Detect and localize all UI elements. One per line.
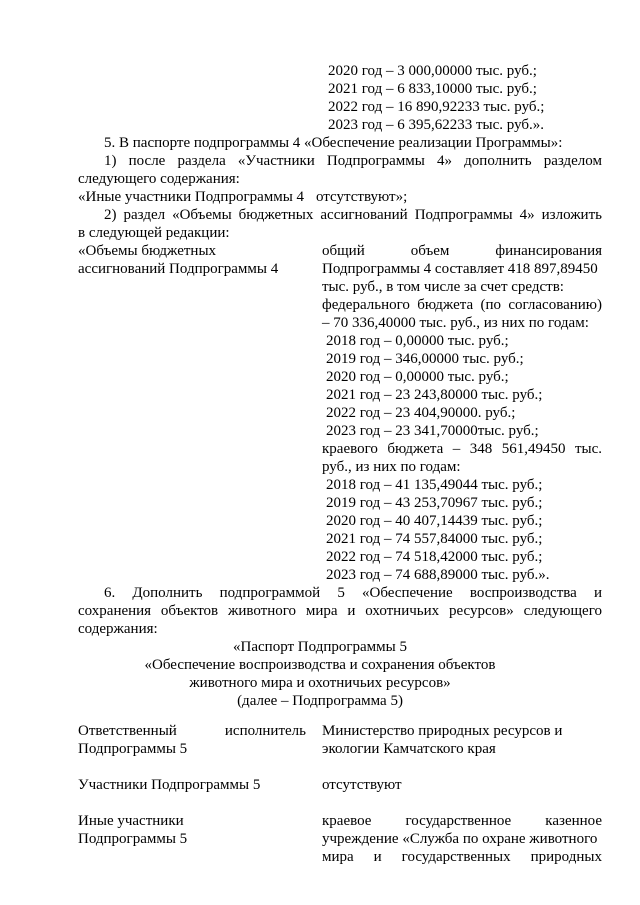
item5-p1-line1: 1) после раздела «Участники Подпрограммы 4» дополнить разделом [104,153,602,169]
other-participants-label: Иные участники [78,813,184,829]
federal-year-line: 2021 год – 23 243,80000 тыс. руб.; [326,387,543,403]
year-line: 2021 год – 6 833,10000 тыс. руб.; [328,81,537,97]
participants-value: отсутствуют [322,777,402,793]
federal-year-line: 2019 год – 346,00000 тыс. руб.; [326,351,524,367]
item5-heading: 5. В паспорте подпрограммы 4 «Обеспечение реализации Программы»: [104,135,563,151]
responsible-value: Министерство природных ресурсов и [322,723,563,739]
budget-left-label: ассигнований Подпрограммы 4 [78,261,279,277]
passport-title: «Обеспечение воспроизводства и сохранения объектов [144,657,496,673]
item6-line3: содержания: [78,621,158,637]
budget-left-label: «Объемы бюджетных [78,243,217,259]
regional-year-line: 2023 год – 74 688,89000 тыс. руб.». [326,567,550,583]
regional-line: руб., из них по годам: [322,459,461,475]
quote-right: отсутствуют»; [316,189,408,205]
other-participants-label: Подпрограммы 5 [78,831,188,847]
other-participants-value: мира и государственных природных [322,849,602,865]
item5-p2-line1: 2) раздел «Объемы бюджетных ассигнований Подпрограммы 4» изложить [104,207,602,223]
responsible-value: экологии Камчатского края [322,741,496,757]
quote-left: «Иные участники Подпрограммы 4 [78,189,305,205]
item6-line2: сохранения объектов животного мира и охотничьих ресурсов» следующего [78,603,602,619]
other-participants-value: краевое государственное казенное [322,813,602,829]
federal-year-line: 2022 год – 23 404,90000. руб.; [326,405,516,421]
year-line: 2020 год – 3 000,00000 тыс. руб.; [328,63,537,79]
budget-right-line: общий объем финансирования [322,243,602,259]
federal-year-line: 2018 год – 0,00000 тыс. руб.; [326,333,509,349]
other-participants-value: учреждение «Служба по охране животного [322,831,598,847]
passport-title: (далее – Подпрограмма 5) [237,693,403,709]
participants-label: Участники Подпрограммы 5 [78,777,261,793]
federal-year-line: 2020 год – 0,00000 тыс. руб.; [326,369,509,385]
item6-line1: 6. Дополнить подпрограммой 5 «Обеспечение воспроизводства и [104,585,602,601]
passport-title: «Паспорт Подпрограммы 5 [233,639,407,655]
federal-year-line: 2023 год – 23 341,70000тыс. руб.; [326,423,539,439]
regional-year-line: 2022 год – 74 518,42000 тыс. руб.; [326,549,543,565]
year-line: 2023 год – 6 395,62233 тыс. руб.». [328,117,545,133]
regional-year-line: 2020 год – 40 407,14439 тыс. руб.; [326,513,543,529]
regional-line: краевого бюджета – 348 561,49450 тыс. [322,441,602,457]
regional-year-line: 2019 год – 43 253,70967 тыс. руб.; [326,495,543,511]
budget-right-line: – 70 336,40000 тыс. руб., из них по годам: [322,315,589,331]
year-line: 2022 год – 16 890,92233 тыс. руб.; [328,99,545,115]
regional-year-line: 2021 год – 74 557,84000 тыс. руб.; [326,531,543,547]
budget-right-line: тыс. руб., в том числе за счет средств: [322,279,564,295]
budget-right-line: федерального бюджета (по согласованию) [322,297,602,313]
budget-right-line: Подпрограммы 4 составляет 418 897,89450 [322,261,598,277]
responsible-label: Подпрограммы 5 [78,741,188,757]
item5-p2-line2: в следующей редакции: [78,225,230,241]
responsible-label: Ответственный исполнитель [78,723,306,739]
passport-title: животного мира и охотничьих ресурсов» [189,675,451,691]
item5-p1-line2: следующего содержания: [78,171,240,187]
regional-year-line: 2018 год – 41 135,49044 тыс. руб.; [326,477,543,493]
